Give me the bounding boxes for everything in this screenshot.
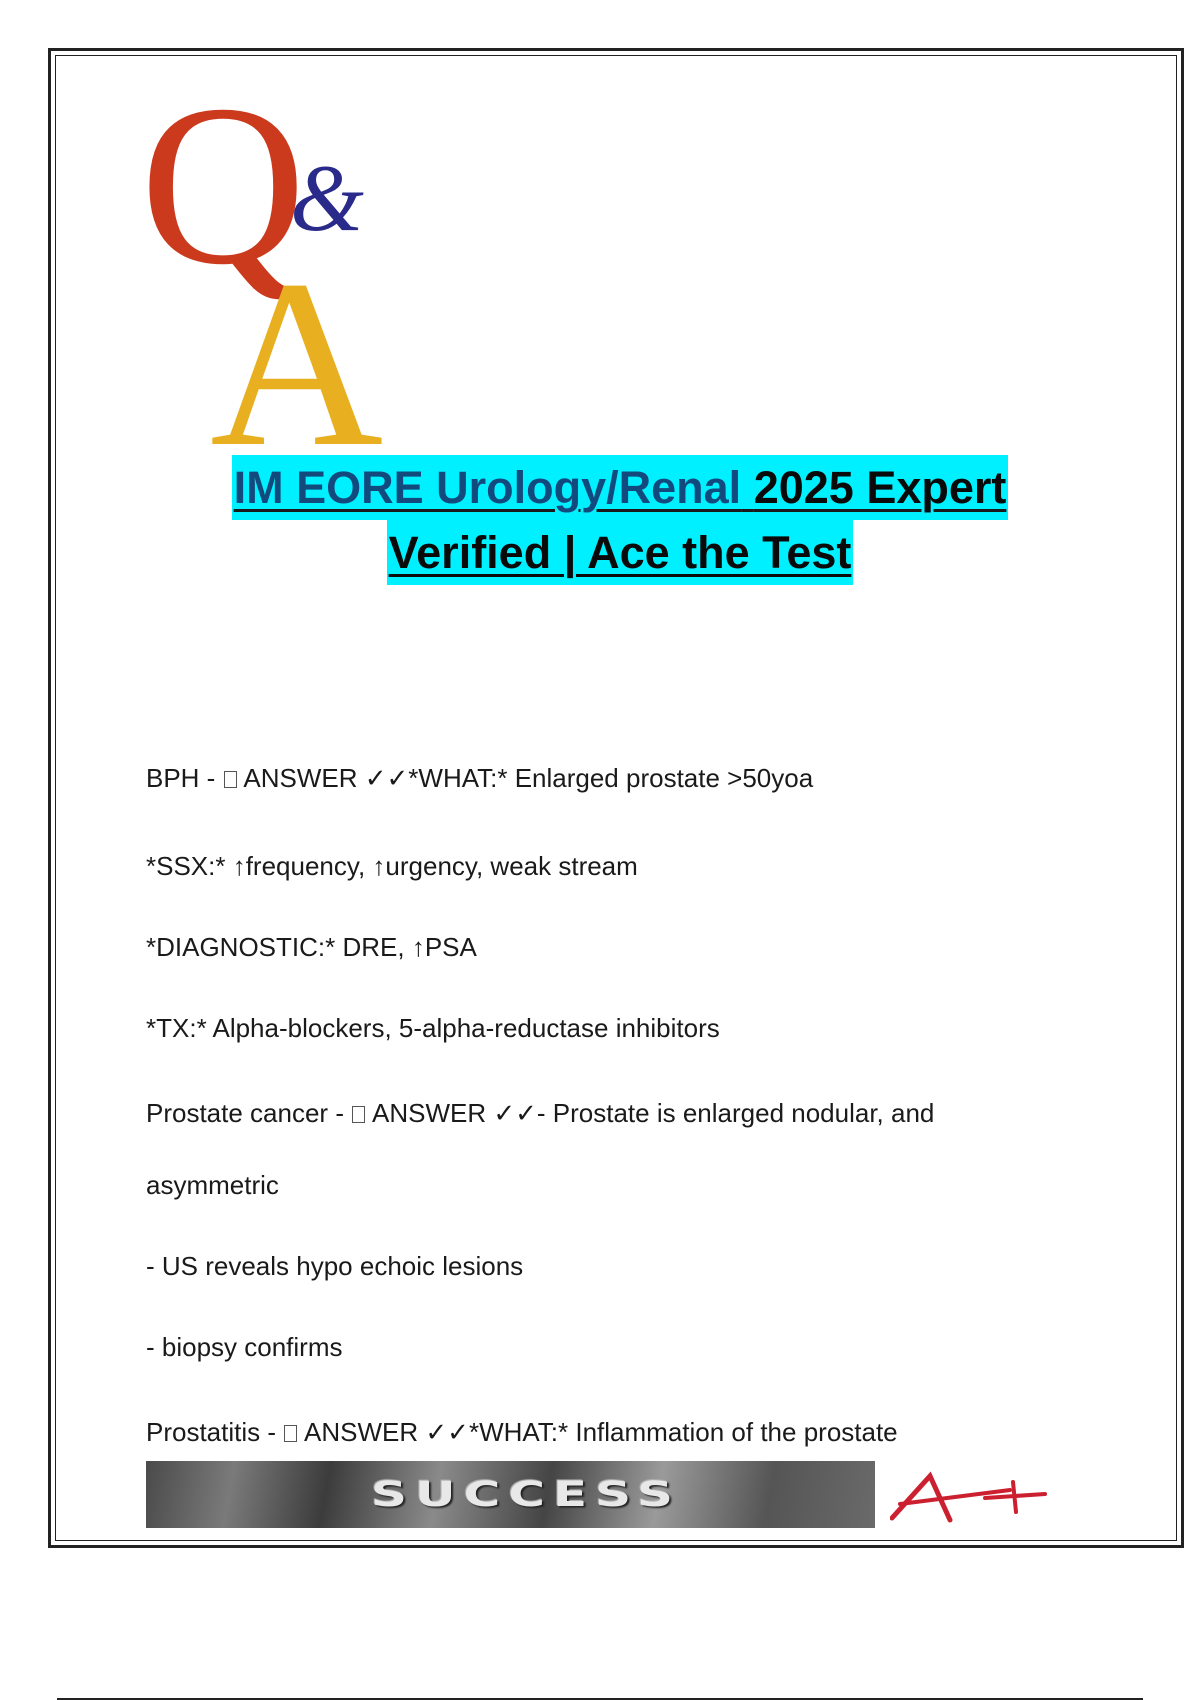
- qa-line: Prostatitis - ANSWER ✓✓*WHAT:* Inflammation of the prostate: [146, 1417, 898, 1447]
- qa-line: Prostate cancer - ANSWER ✓✓- Prostate is enlarged nodular, and: [146, 1098, 935, 1128]
- title-line-2: Verified | Ace the Test: [387, 520, 854, 585]
- title-subject: IM EORE Urology/Renal: [233, 462, 742, 513]
- success-banner-text: SUCCESS: [371, 1473, 681, 1515]
- logo-a-letter: A: [210, 230, 384, 452]
- a-plus-grade-label: A+: [890, 1468, 892, 1469]
- logo-ampersand: &: [290, 145, 364, 251]
- title-line-1: [232, 455, 1009, 520]
- qa-line: - US reveals hypo echoic lesions: [146, 1251, 524, 1281]
- qa-line: *DIAGNOSTIC:* DRE, ↑PSA: [146, 932, 477, 962]
- qa-line: *TX:* Alpha-blockers, 5-alpha-reductase inhibitors: [146, 1013, 720, 1043]
- title-year: 2025 Expert: [753, 462, 1007, 513]
- missing-glyph-icon: [224, 771, 237, 788]
- qa-line: BPH - ANSWER ✓✓*WHAT:* Enlarged prostate >50yoa: [146, 763, 814, 793]
- qa-line: asymmetric: [146, 1170, 279, 1200]
- qa-line: *SSX:* ↑frequency, ↑urgency, weak stream: [146, 851, 638, 881]
- a-plus-grade-icon: [890, 1468, 1050, 1528]
- missing-glyph-icon: [284, 1425, 297, 1442]
- missing-glyph-icon: [352, 1106, 365, 1123]
- success-banner: [146, 1461, 875, 1528]
- qa-line: - biopsy confirms: [146, 1332, 343, 1362]
- document-title: [100, 455, 1140, 585]
- qa-logo: [140, 72, 410, 452]
- logo-q-letter: Q: [140, 72, 307, 312]
